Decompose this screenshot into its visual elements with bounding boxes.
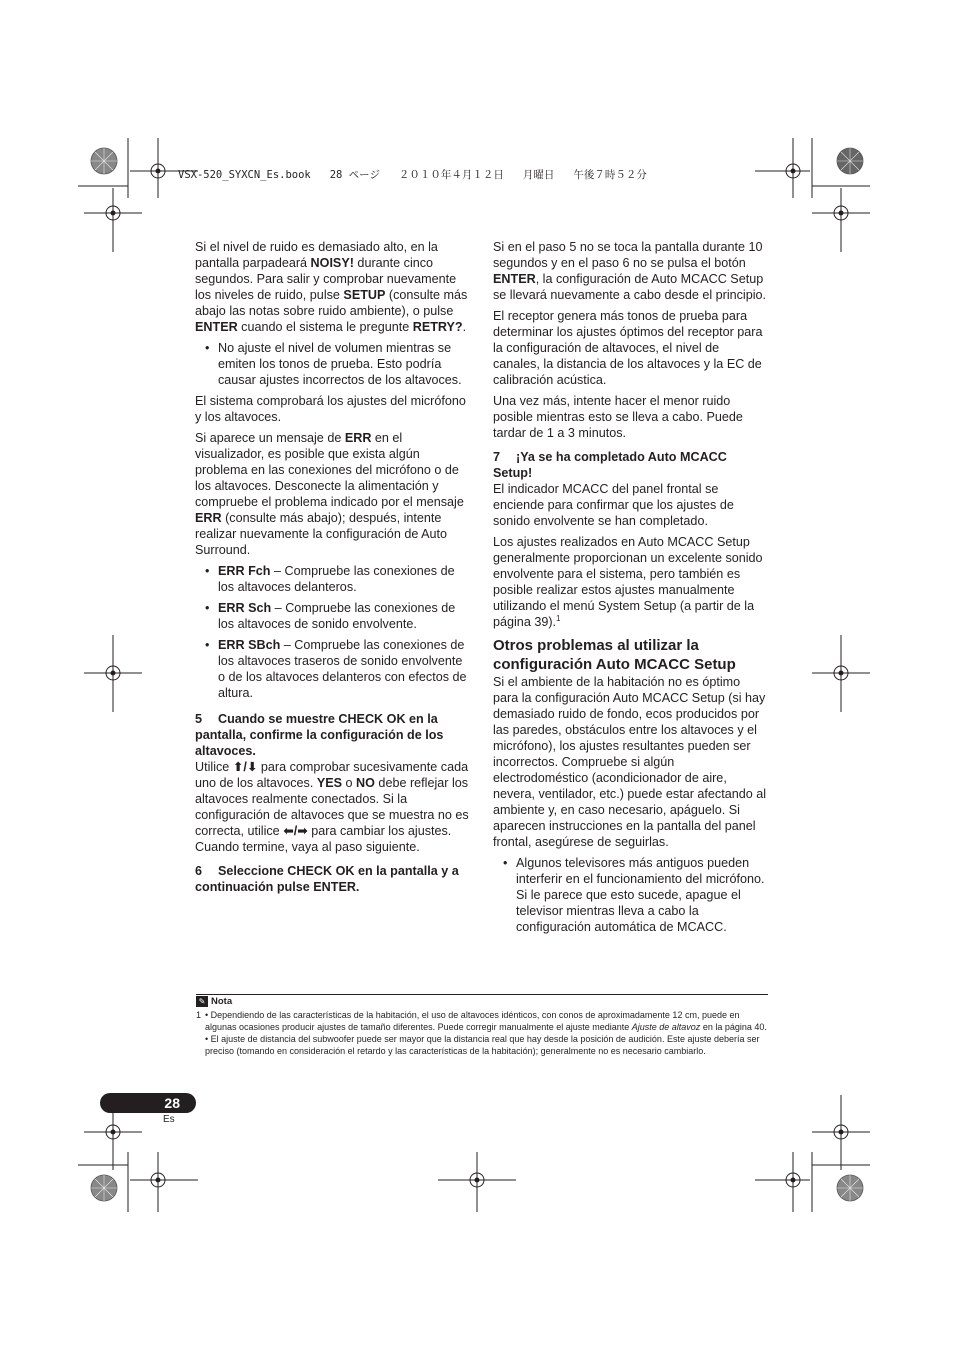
tv-interference-bullet: • Algunos televisores más antiguos pueden interferir en el funcionamiento del micrófono. Si le parece que esto sucede, apague el televisor mientras lleva a cabo la configuración automática de MCACC.	[493, 855, 768, 935]
volume-bullet: • No ajuste el nivel de volumen mientras se emiten los tonos de prueba. Esto podría causar ajustes incorrectos de los altavoces.	[195, 340, 470, 388]
quiet-paragraph: Una vez más, intente hacer el menor ruido posible mientras esto se lleva a cabo. Puede tardar de 1 a 3 minutos.	[493, 394, 743, 440]
err-fch-item: • ERR Fch – Compruebe las conexiones de los altavoces delanteros.	[195, 563, 470, 595]
err-sbch-item: • ERR SBch – Compruebe las conexiones de los altavoces traseros de sonido envolvente o de los altavoces delanteros con efectos de altura.	[195, 637, 470, 701]
footnote-rule	[196, 994, 768, 995]
mic-check-paragraph: El sistema comprobará los ajustes del micrófono y los altavoces.	[195, 394, 466, 424]
print-header: VSX-520_SYXCN_Es.book 28 ページ ２０１０年４月１２日 月曜日 午後７時５２分	[178, 169, 647, 181]
left-right-arrow-icon: ⬅/➡	[283, 824, 308, 838]
environment-paragraph: Si el ambiente de la habitación no es óptimo para la configuración Auto MCACC Setup (si hay demasiado ruido de fondo, ecos producidos por las paredes, obstáculos entre los altavoces y el micrófono), los ajustes resultantes pueden ser incorrectos. Compruebe si algún electrodoméstico (acondicionador de aire, nevera, ventilador, etc.) puede estar afectando al ambiente y, en caso necesario, apáguelo. Si aparecen instrucciones en la pantalla del panel frontal, asegúrese de seguirlas.	[493, 675, 767, 849]
footnote-1b: • El ajuste de distancia del subwoofer puede ser mayor que la distancia real que hay desde la posición de audición. Este ajuste debería ser preciso (tomando en consideración el retardo y las características de la habitación); generalmente no es necesario cambiarlo.	[205, 1034, 760, 1056]
err-sch-item: • ERR Sch – Compruebe las conexiones de los altavoces de sonido envolvente.	[195, 600, 470, 632]
pencil-icon: ✎	[196, 996, 208, 1007]
manual-setup-paragraph: Los ajustes realizados en Auto MCACC Setup generalmente proporcionan un excelente sonido envolvente para el sistema, pero también es posible realizar estos ajustes manualmente utilizando el menú System Setup (a partir de la página 39).$^1$	[493, 535, 763, 629]
footnote-header: ✎ Nota	[196, 996, 768, 1007]
footnotes	[196, 994, 768, 1057]
step-5-body: Utilice ⬆/⬇ para comprobar sucesivamente cada uno de los altavoces. YES o NO debe reflejar los altavoces realmente conectados. Si la configuración de altavoces que se muestra no es correcta, utilice ⬅/➡ para cambiar los ajustes. Cuando termine, vaya al paso siguiente.	[195, 760, 469, 854]
step-7-title: 7 ¡Ya se ha completado Auto MCACC Setup!	[493, 450, 727, 480]
timeout-paragraph: Si en el paso 5 no se toca la pantalla durante 10 segundos y en el paso 6 no se pulsa el botón ENTER, la configuración de Auto MCACC Setup se llevará nuevamente a cabo desde el principio.	[493, 240, 767, 302]
mcacc-indicator-paragraph: El indicador MCACC del panel frontal se enciende para confirmar que los ajustes de sonido envolvente se han completado.	[493, 482, 734, 528]
section-heading: Otros problemas al utilizar la configuración Auto MCACC Setup	[493, 637, 736, 673]
footnote-1: 1 • Dependiendo de las características de la habitación, el uso de altavoces idénticos, con conos de aproximadamente 12 cm, puede en algunas ocasiones producir ajustes de tamaño diferentes. Puede corregir manualmente el ajuste mediante Ajuste de altavoz en la página 40.	[196, 1010, 767, 1032]
right-column	[493, 239, 768, 940]
up-down-arrow-icon: ⬆/⬇	[232, 760, 258, 774]
step-6-title: 6 Seleccione CHECK OK en la pantalla y a continuación pulse ENTER.	[195, 864, 459, 894]
page-language: Es	[163, 1114, 175, 1125]
test-tones-paragraph: El receptor genera más tonos de prueba para determinar los ajustes óptimos del receptor para la configuración de altavoces, el nivel de canales, la distancia de los altavoces y la EC de calibración acústica.	[493, 309, 763, 387]
step-5-title: 5 Cuando se muestre CHECK OK en la pantalla, confirme la configuración de los altavoces.	[195, 712, 444, 758]
err-paragraph: Si aparece un mensaje de ERR en el visualizador, es posible que exista algún problema en las conexiones del micrófono o de los altavoces. Desconecte la alimentación y compruebe el problema indicado por el mensaje ERR (consulte más abajo); después, intente realizar nuevamente la configuración de Auto Surround.	[195, 431, 464, 557]
page-number: 28	[100, 1093, 196, 1113]
noise-paragraph: Si el nivel de ruido es demasiado alto, en la pantalla parpadeará NOISY! durante cinco segundos. Para salir y comprobar nuevamente los niveles de ruido, pulse SETUP (consulte más abajo las notas sobre ruido ambiente), o pulse ENTER cuando el sistema le pregunte RETRY?.	[195, 240, 468, 334]
left-column	[195, 239, 470, 895]
